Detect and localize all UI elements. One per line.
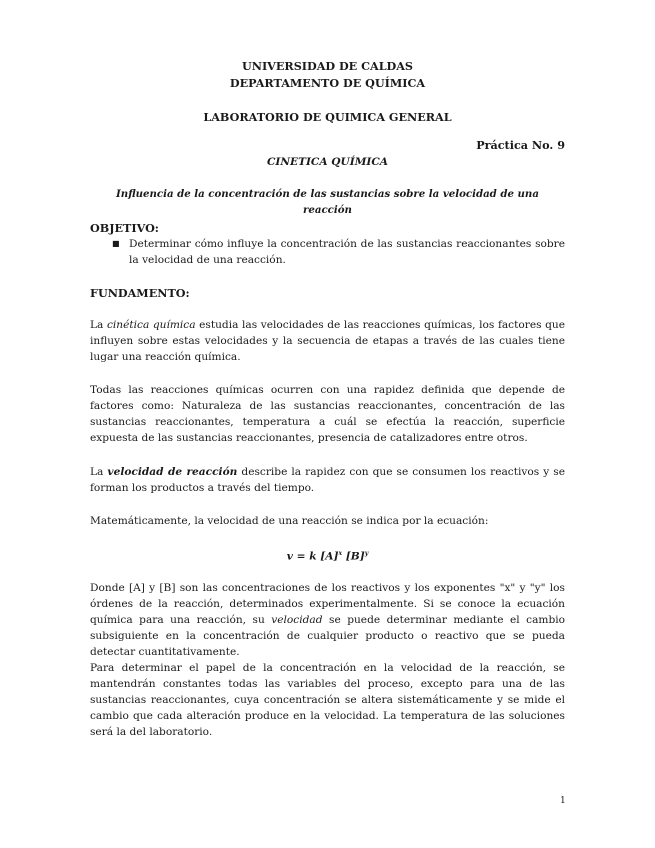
paragraph-5: Donde [A] y [B] son las concentraciones de los reactivos y los exponentes "x" y "y" los órdenes de la reacción, determinados experimentalmente. Si se conoce la ecuación química para una reacción, su velocidad se puede determinar mediante el cambio subsiguiente en la concentración de cualquier producto o reactivo que se pueda detectar cuantitativamente.: [90, 582, 565, 658]
practice-subtitle: Influencia de la concentración de las sustancias sobre la velocidad de una reacción: [116, 188, 539, 216]
paragraph-6: Para determinar el papel de la concentración en la velocidad de la reacción, se mantendrán constantes todas las variables del proceso, excepto para una de las sustancias reaccionantes, cuya concentración se altera sistemáticamente y se mide el cambio que cada alteración produce en la velocidad. La temperatura de las soluciones será la del laboratorio.: [90, 662, 565, 738]
fundamento-heading: FUNDAMENTO:: [90, 286, 190, 300]
department-name: DEPARTAMENTO DE QUÍMICA: [229, 76, 426, 90]
objetivo-heading: OBJETIVO:: [90, 221, 159, 235]
practice-title: CINETICA QUÍMICA: [266, 156, 389, 168]
university-name: UNIVERSIDAD DE CALDAS: [241, 59, 414, 73]
objetivo-text: Determinar cómo influye la concentración de las sustancias reaccionantes sobre la velocidad de una reacción.: [129, 238, 565, 266]
paragraph-2: Todas las reacciones químicas ocurren con una rapidez definida que depende de factores como: Naturaleza de las sustancias reaccionantes, concentración de las sustancias reaccionantes, temperatura a cuál se efectúa la reacción, superficie expuesta de las sustancias reaccionantes, presencia de catalizadores entre otros.: [90, 384, 565, 444]
rate-equation: v = k $[A]^x$ $[B]^y$: [286, 550, 369, 563]
paragraph-3: La velocidad de reacción describe la rapidez con que se consumen los reactivos y se forman los productos a través del tiempo.: [90, 466, 565, 494]
paragraph-1: La cinética química estudia las velocidades de las reacciones químicas, los factores que influyen sobre estas velocidades y la secuencia de etapas a través de las cuales tiene lugar una reacción química.: [90, 319, 565, 363]
paragraph-4: Matemáticamente, la velocidad de una reacción se indica por la ecuación:: [90, 515, 489, 527]
lab-name: LABORATORIO DE QUIMICA GENERAL: [203, 110, 452, 124]
page-number: 1: [560, 796, 566, 806]
practice-number: Práctica No. 9: [476, 138, 565, 152]
bullet-icon: ■: [112, 239, 120, 248]
